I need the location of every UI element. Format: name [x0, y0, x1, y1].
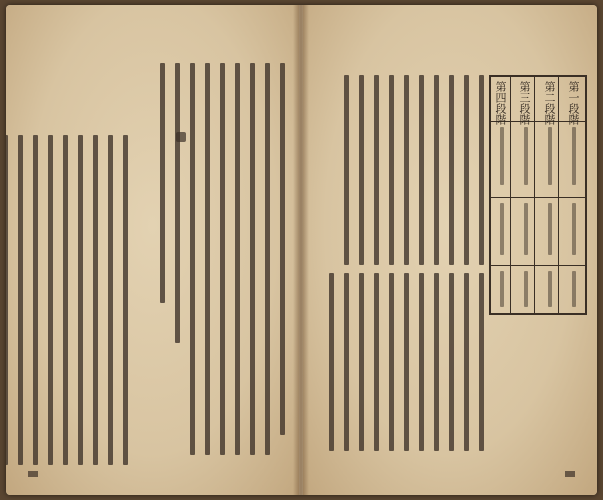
text-column [18, 135, 23, 465]
text-column [389, 75, 394, 265]
text-column [123, 135, 128, 465]
table-cell-text [500, 203, 504, 255]
table-cell-text [548, 127, 552, 185]
stage-table [489, 75, 587, 315]
text-column [404, 75, 409, 265]
left-folio [28, 471, 38, 477]
text-column [479, 273, 484, 451]
table-cell-text [524, 203, 528, 255]
text-column [449, 273, 454, 451]
table-cell-text [500, 271, 504, 307]
text-column [464, 273, 469, 451]
table-cell-text [524, 127, 528, 185]
text-column [250, 63, 255, 455]
text-column [344, 273, 349, 451]
stage-header-3: 第三段階 [518, 81, 531, 125]
stage-header-1: 第一段階 [567, 81, 580, 125]
right-page [303, 5, 597, 495]
text-column [419, 75, 424, 265]
text-column [205, 63, 210, 455]
table-cell-text [572, 203, 576, 255]
text-column [464, 75, 469, 265]
table-cell-text [548, 203, 552, 255]
stage-table-row-divider-1 [491, 197, 585, 198]
table-cell-text [500, 127, 504, 185]
text-column [434, 75, 439, 265]
stage-table-row-divider-2 [491, 265, 585, 266]
table-cell-text [524, 271, 528, 307]
text-column [359, 273, 364, 451]
text-column [280, 63, 285, 435]
text-column [359, 75, 364, 265]
left-page [6, 5, 299, 495]
text-column [329, 273, 334, 451]
text-column [33, 135, 38, 465]
text-column [404, 273, 409, 451]
table-cell-text [572, 127, 576, 185]
text-column [93, 135, 98, 465]
text-column [160, 63, 165, 303]
text-column [419, 273, 424, 451]
text-column [265, 63, 270, 455]
text-column [190, 63, 195, 455]
table-cell-text [548, 271, 552, 307]
text-column [108, 135, 113, 465]
text-column [344, 75, 349, 265]
text-column [63, 135, 68, 465]
text-column [175, 63, 180, 343]
open-book [6, 5, 597, 495]
text-column [235, 63, 240, 455]
text-column [449, 75, 454, 265]
stage-header-2: 第二段階 [543, 81, 556, 125]
text-column [220, 63, 225, 455]
chapter-marker [176, 132, 186, 142]
text-column [48, 135, 53, 465]
text-column [374, 75, 379, 265]
text-column [389, 273, 394, 451]
book-gutter [293, 5, 309, 495]
text-column [374, 273, 379, 451]
stage-header-4: 第四段階 [494, 81, 507, 125]
table-cell-text [572, 271, 576, 307]
text-column [479, 75, 484, 265]
text-column [434, 273, 439, 451]
right-folio [565, 471, 575, 477]
text-column [6, 135, 8, 465]
text-column [78, 135, 83, 465]
